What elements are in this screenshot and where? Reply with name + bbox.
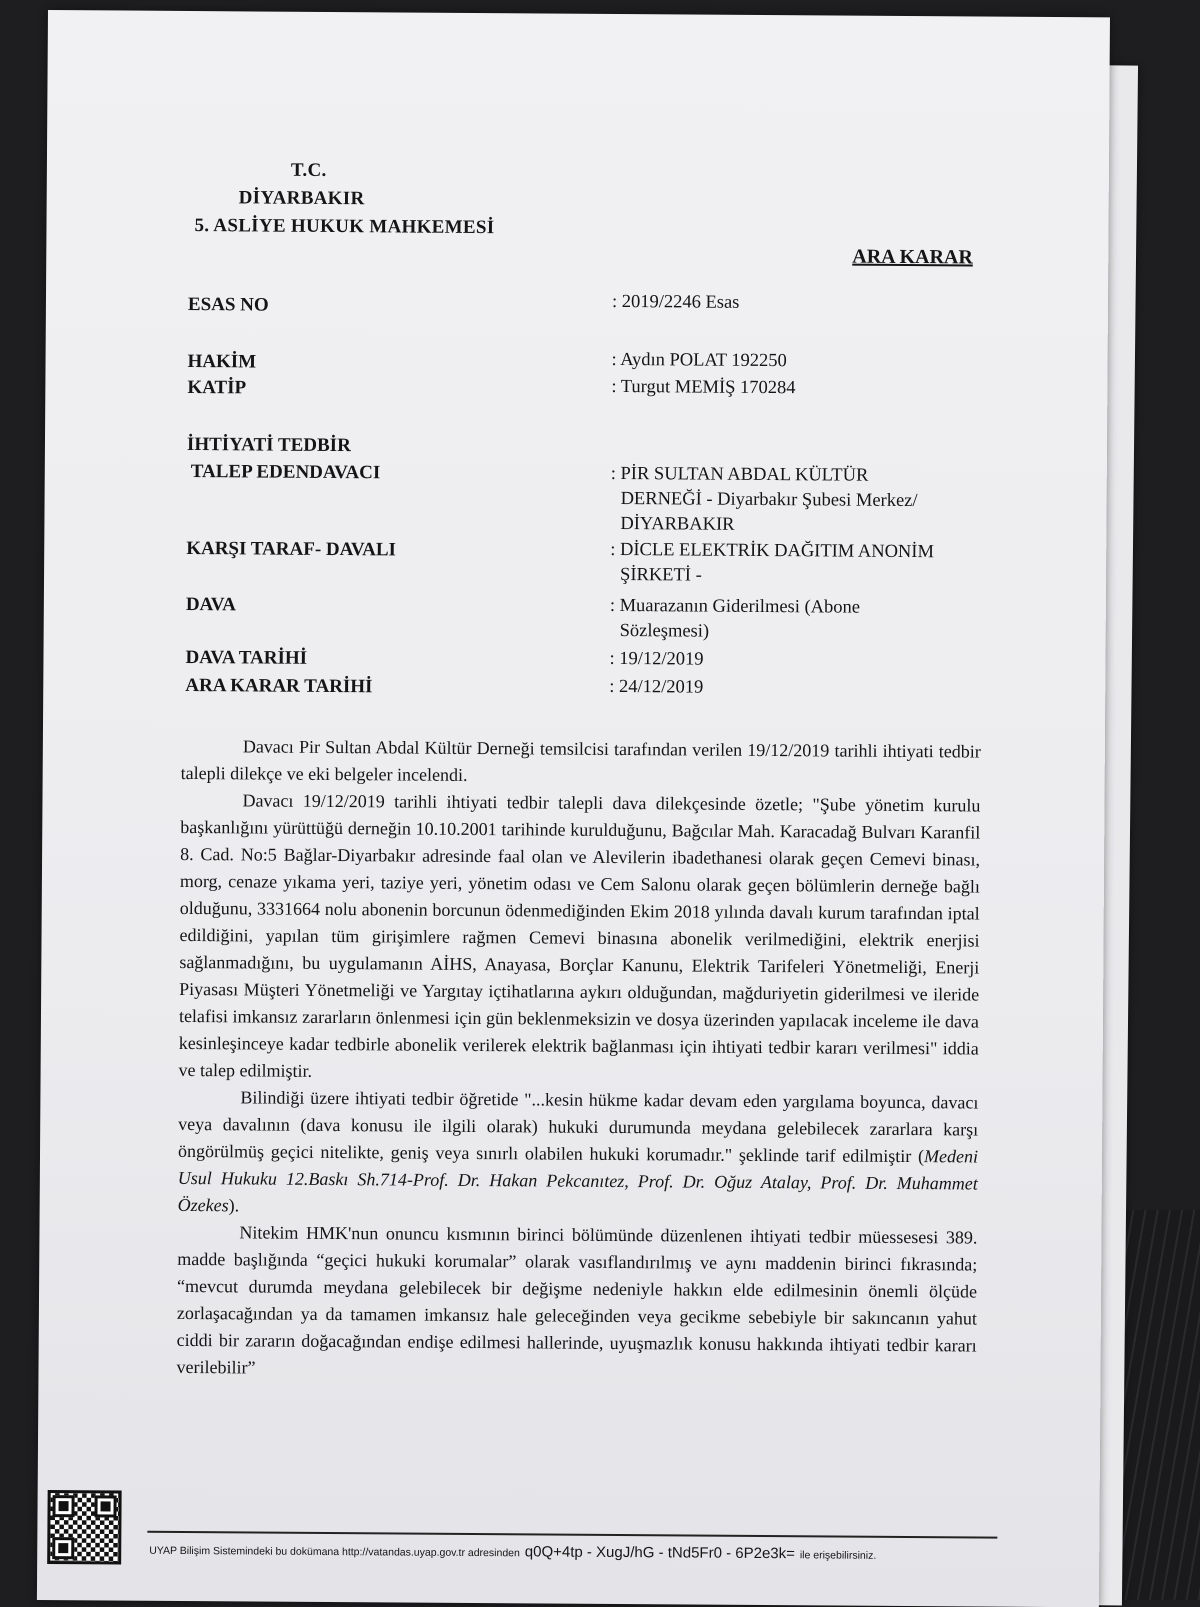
footer-prefix: UYAP Bilişim Sistemindeki bu dokümana http://vatandas.uyap.gov.tr adresinden <box>149 1544 520 1560</box>
header-tc: T.C. <box>290 159 327 181</box>
value-esas-no: : 2019/2246 Esas <box>611 291 740 313</box>
paragraph-1: Davacı Pir Sultan Abdal Kültür Derneği temsilcisi tarafından verilen 19/12/2019 tarihli ihtiyati tedbir talepli dilekçe ve eki belgeler incelendi. <box>180 736 981 785</box>
qr-code-icon <box>47 1490 122 1565</box>
label-dava: DAVA <box>185 593 236 616</box>
footer-divider <box>147 1531 997 1539</box>
value-karsi-taraf: : DİCLE ELEKTRİK DAĞITIM ANONİM ŞİRKETİ - <box>610 539 935 586</box>
value-hakim: : Aydın POLAT 192250 <box>611 349 787 372</box>
document-type-title: ARA KARAR <box>852 245 973 269</box>
citation: Medeni Usul Hukuku 12.Baskı Sh.714-Prof. Dr. Hakan Pekcanıtez, Prof. Dr. Oğuz Atalay, Prof. Dr. Muhammet Özekes <box>177 1146 979 1216</box>
header-city: DİYARBAKIR <box>238 187 365 210</box>
label-esas-no: ESAS NO <box>187 293 269 316</box>
decision-body <box>176 733 981 1387</box>
label-dava-tarihi: DAVA TARİHİ <box>185 646 308 669</box>
value-dava-tarihi: : 19/12/2019 <box>609 648 704 670</box>
verification-code: q0Q+4tp - XugJ/hG - tNd5Fr0 - 6P2e3k= <box>524 1543 795 1563</box>
paragraph-4: Nitekim HMK'nun onuncu kısmının birinci bölümünde düzenlenen ihtiyati tedbir müessesesi 389. madde başlığında “geçici hukuki korumalar” olarak vasıflandırılmış ve aynı maddenin birinci fıkrasında; “mevcut durumda meydana gelebilecek bir değişme nedeniyle hakkın elde edilmesinin önemli ölçüde zorlaşacağından ya da tamamen imkansız hale geleceğinden veya gecikme sebebiyle bir sakıncanın yahut ciddi bir zararın doğacağından endişe edilmesi hallerinde, uyuşmazlık konusu hakkında ihtiyati tedbir kararı verilebilir” <box>176 1222 978 1378</box>
label-talep-eden-davaci: TALEP EDENDAVACI <box>190 461 381 484</box>
footer-suffix: ile erişebilirsiniz. <box>799 1549 877 1562</box>
value-talep-eden-davaci: : PİR SULTAN ABDAL KÜLTÜR DERNEĞİ - Diyarbakır Şubesi Merkez/ DİYARBAKIR <box>610 463 918 535</box>
label-katip: KATİP <box>187 376 247 399</box>
label-ihtiyati-tedbir: İHTİYATİ TEDBİR <box>186 433 351 457</box>
header-court: 5. ASLİYE HUKUK MAHKEMESİ <box>194 215 495 239</box>
label-hakim: HAKİM <box>187 350 257 373</box>
label-karsi-taraf: KARŞI TARAF- DAVALI <box>186 537 397 561</box>
paragraph-3: Bilindiği üzere ihtiyati tedbir öğretide "...kesin hükme kadar devam eden yargılama boyunca, davacı veya davalının (dava konusu ile ilgili olarak) hukuki durumunda meydana gelebilecek zararlara karşı öngörülmüş geçici nitelikte, geniş veya sınırlı olabilen hukuki korumadır." şeklinde tarif edilmiştir (Medeni Usul Hukuku 12.Baskı Sh.714-Prof. Dr. Hakan Pekcanıtez, Prof. Dr. Oğuz Atalay, Prof. Dr. Muhammet Özekes). <box>177 1087 979 1216</box>
value-dava: : Muarazanın Giderilmesi (Abone Sözleşmesi) <box>609 595 861 642</box>
paragraph-2: Davacı 19/12/2019 tarihli ihtiyati tedbir talepli dava dilekçesinde özetle; "Şube yönetim kurulu başkanlığını yürüttüğü derneğin 10.10.2001 tarihinde kurulduğunu, Bağcılar Mah. Karacadağ Bulvarı Karanfil 8. Cad. No:5 Bağlar-Diyarbakır adresinde faal olan ve Alevilerin ibadethanesi olarak geçen Cemevi binası, morg, cenaze yıkama yeri, taziye yeri, yönetim odası ve Cem Salonu olarak geçen bölümlerin derneğe bağlı olduğunu, 3331664 nolu abonenin borcunun ödenmediğinden Ekim 2018 yılında davalı kurum tarafından iptal edildiğini, yapılan tüm girişimlere rağmen Cemevi binasına abonelik verilmediğini, elektrik enerjisi sağlanmadığını, bu uygulamanın AİHS, Anayasa, Borçlar Kanunu, Elektrik Tarifeleri Yönetmeliği, Enerji Piyasası Müşteri Yönetmeliği ve Yargıtay içtihatlarına aykırı olduğundan, mağduriyetin giderilmesi ve ileride telafisi imkansız zararların önlenmesi için gün beklenmeksizin ve dosya üzerinden yapılacak inceleme ile dava kesinleşinceye kadar tedbirle abonelik verilerek elektrik bağlanması için ihtiyati tedbir kararı verilmesi" iddia ve talep edilmiştir. <box>178 790 981 1081</box>
value-katip: : Turgut MEMİŞ 170284 <box>611 376 796 399</box>
footer-verification <box>149 1541 1009 1564</box>
value-ara-karar-tarihi: : 24/12/2019 <box>609 676 704 698</box>
document-page <box>37 10 1110 1607</box>
label-ara-karar-tarihi: ARA KARAR TARİHİ <box>185 674 373 698</box>
